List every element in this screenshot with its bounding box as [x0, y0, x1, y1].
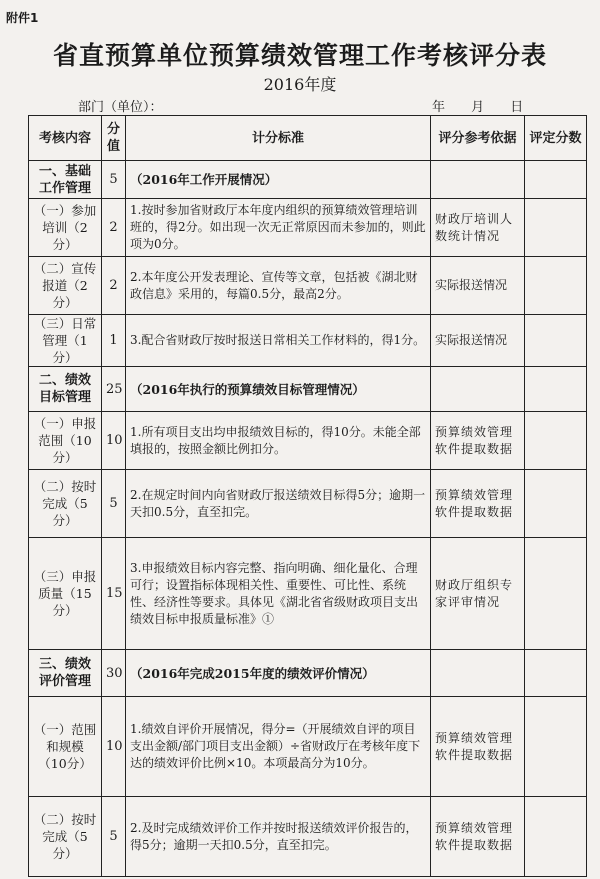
item-cell: （二）宣传报道（2分） [29, 257, 102, 315]
column-header-rating: 评定分数 [525, 116, 587, 161]
column-header-standard: 计分标准 [126, 116, 431, 161]
score-cell: 5 [102, 470, 126, 538]
column-header-reference: 评分参考依据 [431, 116, 525, 161]
score-cell: 15 [102, 538, 126, 650]
table-row [29, 697, 587, 797]
standard-cell: 3.配合省财政厅按时报送日常相关工作材料的，得1分。 [126, 315, 431, 367]
rating-cell [525, 412, 587, 470]
rating-cell [525, 650, 587, 697]
document-title: 省直预算单位预算绩效管理工作考核评分表 [52, 41, 547, 70]
rating-cell [525, 697, 587, 797]
reference-cell: 预算绩效管理软件提取数据 [431, 797, 525, 877]
score-cell: 2 [102, 257, 126, 315]
column-header-score: 分值 [102, 116, 126, 161]
standard-cell: 2.在规定时间内向省财政厅报送绩效目标得5分；逾期一天扣0.5分，直至扣完。 [126, 470, 431, 538]
evaluation-table [28, 115, 587, 877]
standard-cell: 1.绩效自评价开展情况，得分=（开展绩效自评的项目支出金额/部门项目支出金额）÷省财政厅在考核年度下达的绩效评价比例×10。本项最高分为10分。 [126, 697, 431, 797]
table-row [29, 470, 587, 538]
score-cell: 5 [102, 161, 126, 199]
item-cell: （一）申报范围（10分） [29, 412, 102, 470]
standard-cell: 1.所有项目支出均申报绩效目标的，得10分。未能全部填报的，按照金额比例扣分。 [126, 412, 431, 470]
score-cell: 30 [102, 650, 126, 697]
standard-cell: 1.按时参加省财政厅本年度内组织的预算绩效管理培训班的，得2分。如出现一次无正常原因而未参加的，则此项为0分。 [126, 199, 431, 257]
attachment-label: 附件1 [6, 11, 39, 25]
table-row [29, 797, 587, 877]
item-cell: 二、绩效目标管理 [29, 367, 102, 412]
item-cell: 一、基础工作管理 [29, 161, 102, 199]
rating-cell [525, 538, 587, 650]
department-label: 部门（单位）： [78, 100, 163, 115]
standard-cell: 3.申报绩效目标内容完整、指向明确、细化量化、合理可行；设置指标体现相关性、重要性、可比性、系统性、经济性等要求。具体见《湖北省省级财政项目支出绩效目标申报质量标准》① [126, 538, 431, 650]
standard-cell: 2.及时完成绩效评价工作并按时报送绩效评价报告的，得5分；逾期一天扣0.5分，直至扣完。 [126, 797, 431, 877]
rating-cell [525, 199, 587, 257]
table-row-section [29, 367, 587, 412]
standard-cell: 2.本年度公开发表理论、宣传等文章，包括被《湖北财政信息》采用的，每篇0.5分，最高2分。 [126, 257, 431, 315]
item-cell: （二）按时完成（5分） [29, 797, 102, 877]
item-cell: （三）申报质量（15分） [29, 538, 102, 650]
reference-cell [431, 367, 525, 412]
table-row [29, 257, 587, 315]
item-cell: 三、绩效评价管理 [29, 650, 102, 697]
reference-cell: 实际报送情况 [431, 315, 525, 367]
column-header-item: 考核内容 [29, 116, 102, 161]
date-label: 年 月 日 [432, 100, 524, 115]
table-row [29, 199, 587, 257]
rating-cell [525, 367, 587, 412]
score-cell: 5 [102, 797, 126, 877]
score-cell: 25 [102, 367, 126, 412]
reference-cell: 预算绩效管理软件提取数据 [431, 470, 525, 538]
rating-cell [525, 257, 587, 315]
score-cell: 10 [102, 412, 126, 470]
table-row [29, 315, 587, 367]
rating-cell [525, 161, 587, 199]
table-header-row [29, 116, 587, 161]
standard-cell: （2016年工作开展情况） [126, 161, 431, 199]
reference-cell: 预算绩效管理软件提取数据 [431, 412, 525, 470]
item-cell: （二）按时完成（5分） [29, 470, 102, 538]
document-year: 2016年度 [263, 75, 337, 94]
rating-cell [525, 315, 587, 367]
reference-cell [431, 161, 525, 199]
score-cell: 10 [102, 697, 126, 797]
item-cell: （三）日常管理（1分） [29, 315, 102, 367]
reference-cell: 实际报送情况 [431, 257, 525, 315]
reference-cell: 财政厅组织专家评审情况 [431, 538, 525, 650]
rating-cell [525, 470, 587, 538]
item-cell: （一）参加培训（2分） [29, 199, 102, 257]
score-cell: 2 [102, 199, 126, 257]
standard-cell: （2016年执行的预算绩效目标管理情况） [126, 367, 431, 412]
score-cell: 1 [102, 315, 126, 367]
table-row [29, 412, 587, 470]
reference-cell [431, 650, 525, 697]
rating-cell [525, 797, 587, 877]
reference-cell: 预算绩效管理软件提取数据 [431, 697, 525, 797]
table-row [29, 538, 587, 650]
standard-cell: （2016年完成2015年度的绩效评价情况） [126, 650, 431, 697]
item-cell: （一）范围和规模（10分） [29, 697, 102, 797]
table-row-section [29, 650, 587, 697]
reference-cell: 财政厅培训人数统计情况 [431, 199, 525, 257]
table-row-section [29, 161, 587, 199]
